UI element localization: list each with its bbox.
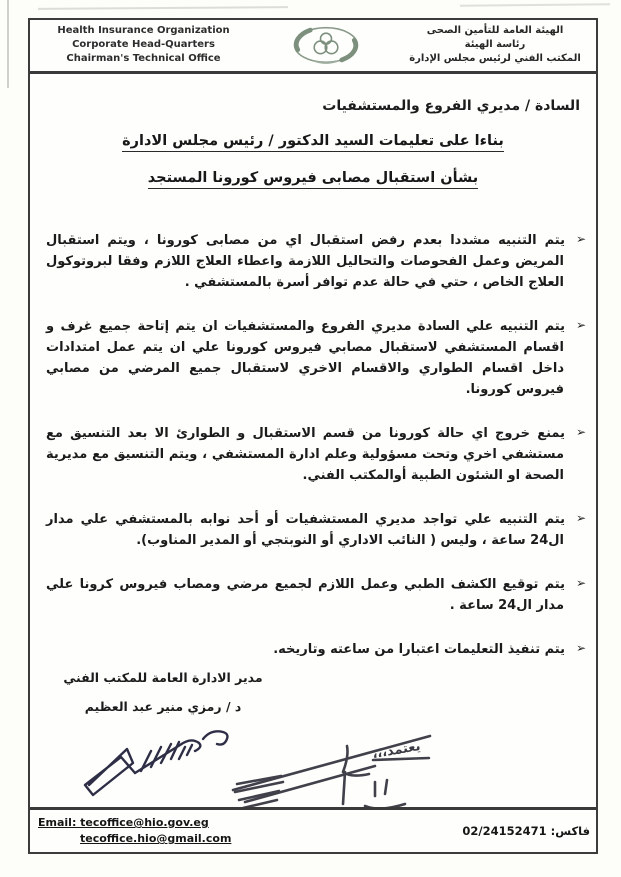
bullet-text: يتم التنبيه علي تواجد مديري المستشفيات أو أحد نوابه بالمستشفي علي مدار ال24 ساعة ، وليس ( النائب الاداري أو النوبتجي أو المدير المناوب). (46, 512, 565, 548)
bullet-item (46, 639, 586, 660)
signatory-name: د / رمزي منير عبد العظيم (84, 699, 242, 714)
email-primary: Email: tecoffice@hio.gov.eg (38, 816, 209, 829)
signatory-title: مدير الادارة العامة للمكتب الفني (63, 670, 263, 685)
email-block (30, 815, 231, 847)
bullet-arrow-icon: ➢ (575, 425, 586, 439)
bullet-text: يتم التنبيه علي السادة مديري الفروع والمستشفيات ان يتم إتاحة جميع غرف و اقسام المستشفي لاستقبال مصابي فيروس كورونا علي ان يتم عمل امتدادات داخل اقسام الطواري والاقسام الاخري لاستقبال جميع المرضي من مصابي فيروس كورونا. (46, 319, 565, 397)
org-name-en: Health Insurance Organization (57, 25, 230, 36)
scan-edge-artifact (460, 3, 610, 7)
bullet-text: يتم التنبيه مشددا بعدم رفض استقبال اي من مصابى كورونا ، ويتم استقبال المريض وعمل الفحوصات والتحاليل اللازمة واعطاء العلاج اللازم وفقا لبروتوكول العلاج الخاص ، حتي في حالة عدم توافر أسرة بالمستشفي . (46, 233, 565, 290)
bullet-item (46, 423, 586, 486)
signature-scribble-left (75, 715, 250, 814)
document-footer (30, 807, 596, 852)
bullet-text: يمنع خروج اي حالة كورونا من قسم الاستقبال و الطوارئ الا بعد التنسيق مع مستشفي اخري وتحت مسؤولية وعلم ادارة المستشفي ، ويتم التنسيق مع مديرية الصحة او الشئون الطبية أوالمكتب الفني. (46, 426, 565, 483)
bullet-item (46, 230, 586, 293)
bullet-item (46, 509, 586, 551)
signature-block (38, 670, 288, 714)
scan-edge-artifact (38, 6, 288, 10)
bullet-arrow-icon: ➢ (575, 576, 586, 590)
arabic-org-block (400, 24, 590, 66)
subject-line-text: بشأن استقبال مصابى فيروس كورونا المستجد (148, 170, 478, 189)
org-name-ar: الهيئة العامة للتأمين الصحى (426, 25, 564, 36)
org-dept-en: Corporate Head-Quarters (72, 39, 215, 50)
addressee-line: السادة / مديري الفروع والمستشفيات (322, 98, 580, 114)
org-presidency-ar: رئاسة الهيئة (464, 39, 526, 50)
org-office-ar: المكتب الفني لرئيس مجلس الإدارة (409, 53, 581, 64)
bullet-text: يتم توقيع الكشف الطبي وعمل اللازم لجميع مرضي ومصاب فيروس كرونا علي مدار ال24 ساعة . (46, 577, 565, 613)
bullet-text: يتم تنفيذ التعليمات اعتبارا من ساعته وتاريخه. (273, 642, 565, 657)
bullet-arrow-icon: ➢ (575, 318, 586, 332)
hio-seal-logo-icon (278, 22, 374, 68)
org-header (30, 20, 596, 74)
scan-edge-artifact (7, 0, 9, 88)
document-frame (28, 18, 598, 854)
fax-number: 02/24152471 (462, 824, 547, 838)
bullet-item (46, 316, 586, 400)
instruction-line (30, 133, 596, 149)
bullet-list (46, 230, 586, 660)
org-office-en: Chairman's Technical Office (66, 53, 221, 64)
bullet-arrow-icon: ➢ (575, 511, 586, 525)
instruction-line-text: بناءا على تعليمات السيد الدكتور / رئيس مجلس الادارة (122, 133, 504, 152)
bullet-arrow-icon: ➢ (575, 641, 586, 655)
fax-block (448, 824, 596, 838)
english-org-block (36, 24, 251, 66)
fax-label: فاكس: (550, 824, 590, 838)
approval-note: يعتمد،،، (371, 738, 422, 763)
bullet-item (46, 574, 586, 616)
subject-line (30, 170, 596, 186)
bullet-arrow-icon: ➢ (575, 232, 586, 246)
email-secondary: tecoffice.hio@gmail.com (80, 832, 232, 845)
